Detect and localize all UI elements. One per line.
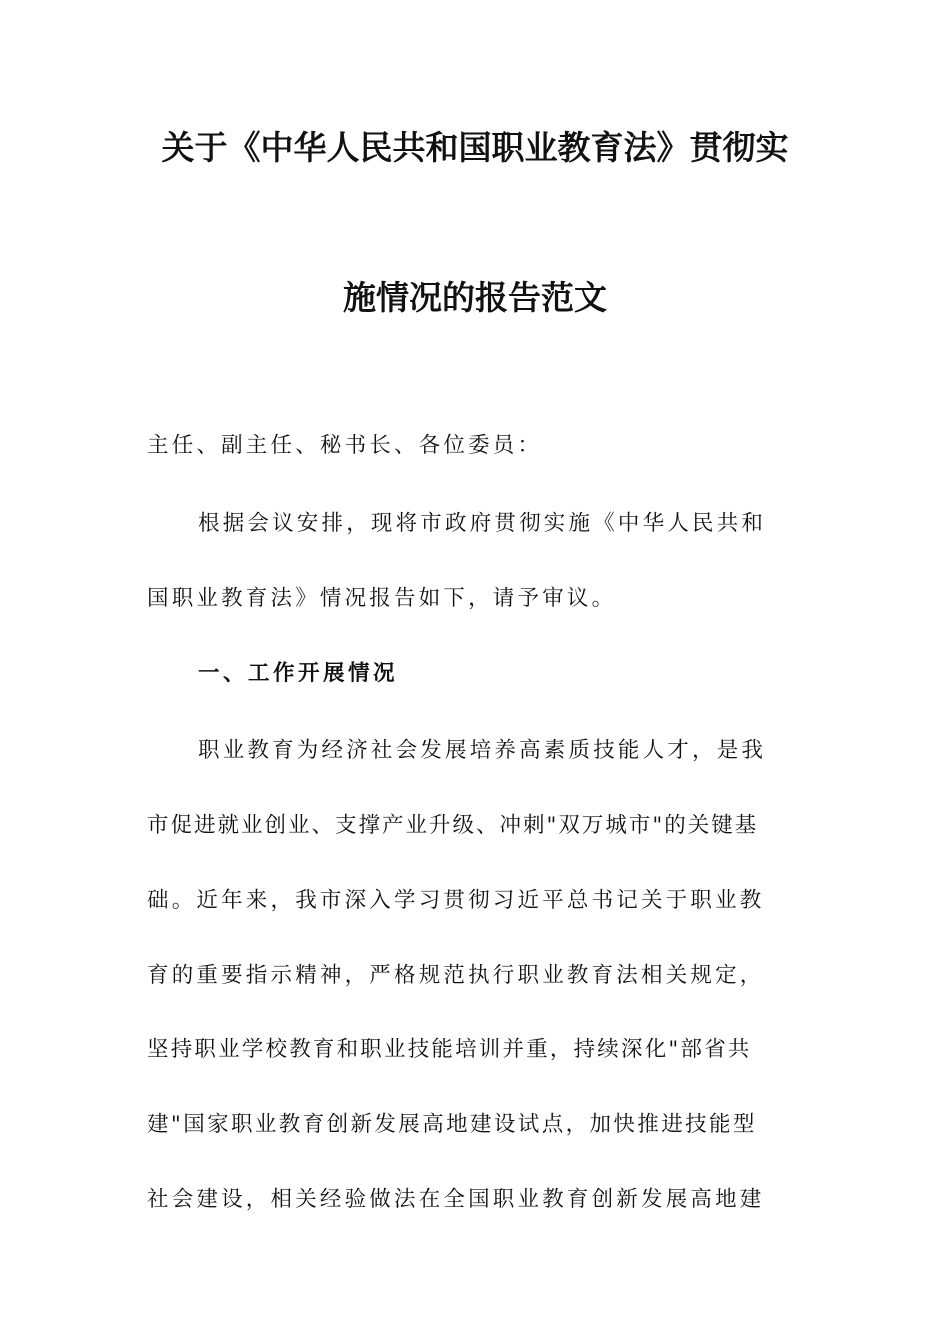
salutation: 主任、副主任、秘书长、各位委员： — [147, 433, 543, 458]
body-line-1: 职业教育为经济社会发展培养高素质技能人才，是我 — [198, 738, 767, 763]
section-heading: 一、工作开展情况 — [198, 661, 399, 686]
body-line-6: 建"国家职业教育创新发展高地建设试点，加快推进技能型 — [147, 1112, 757, 1137]
document-title-line-1: 关于《中华人民共和国职业教育法》贯彻实 — [161, 128, 789, 167]
body-line-4: 育的重要指示精神，严格规范执行职业教育法相关规定， — [147, 963, 765, 988]
intro-line-1: 根据会议安排，现将市政府贯彻实施《中华人民共和 — [198, 511, 767, 536]
body-line-7: 社会建设，相关经验做法在全国职业教育创新发展高地建 — [147, 1187, 765, 1212]
body-line-3: 础。近年来，我市深入学习贯彻习近平总书记关于职业教 — [147, 888, 765, 913]
document-title-line-2: 施情况的报告范文 — [343, 278, 607, 317]
body-line-5: 坚持职业学校教育和职业技能培训并重，持续深化"部省共 — [147, 1037, 752, 1062]
intro-line-2: 国职业教育法》情况报告如下，请予审议。 — [147, 586, 617, 611]
body-line-2: 市促进就业创业、支撑产业升级、冲刺"双万城市"的关键基 — [147, 813, 759, 838]
